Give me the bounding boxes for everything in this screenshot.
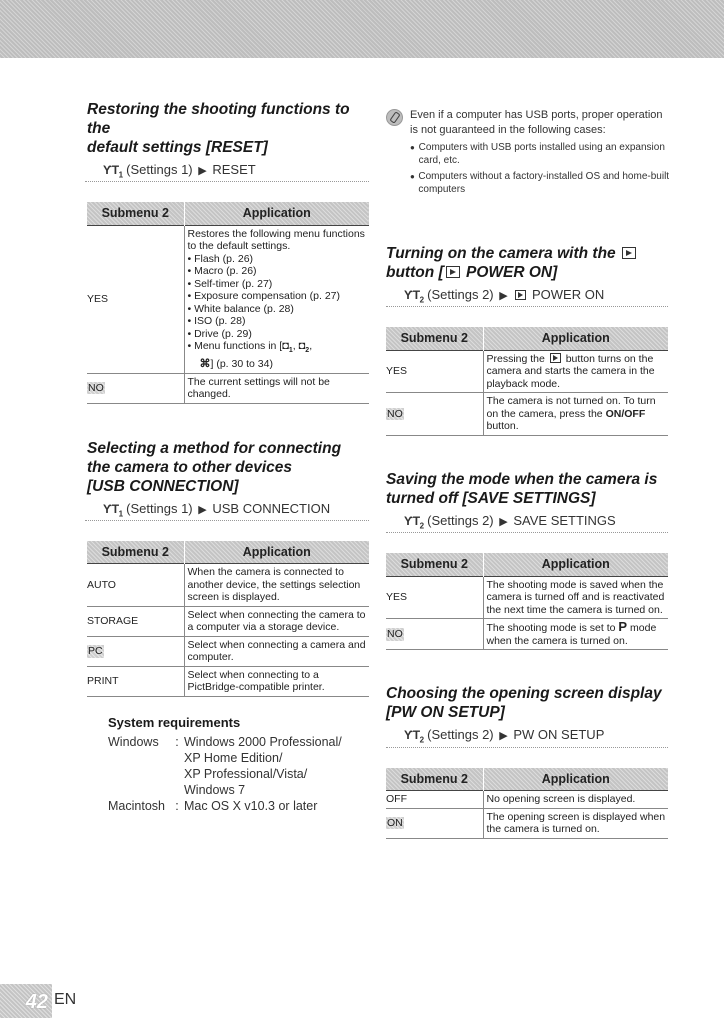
save-settings-table: [386, 553, 668, 650]
pw-on-setup-title: Choosing the opening screen display [PW ON SETUP]: [386, 685, 662, 722]
windows-row: Windows : Windows 2000 Professional/ XP Home Edition/ XP Professional/Vista/ Windows 7: [108, 735, 342, 797]
table-row: [87, 636, 369, 666]
option-description: The camera is not turned on. To turn on the camera, press the ON/OFF button.: [483, 393, 668, 436]
option-yes: YES: [87, 225, 184, 373]
table-header-submenu: Submenu 2: [87, 202, 184, 225]
table-header-submenu: Submenu 2: [386, 327, 483, 350]
settings-icon: $ƳT_2$: [404, 728, 424, 745]
table-row: [87, 225, 369, 373]
option-no: NO: [87, 373, 184, 403]
table-header-submenu: Submenu 2: [386, 553, 483, 576]
pw-on-setup-table: [386, 768, 668, 839]
table-header-application: Application: [184, 541, 369, 564]
settings-icon: $ƳT_1$: [103, 163, 123, 180]
option-description: Restores the following menu functions to the default settings. • Flash (p. 26) • Macro (p. 26) • Self-timer (p. 27) • Exposure compensation (p. 27) • White balance (p. 28) • ISO (p. 28) • Drive (p. 29) • Menu functions in [$◘_1$, $◘_2$, ⌘] (p. 30 to 34): [184, 225, 369, 373]
playback-button-icon: [622, 247, 636, 259]
table-row: [386, 791, 668, 809]
system-requirements: [108, 715, 368, 814]
power-on-breadcrumb: $ƳT_2$ (Settings 2) ▶ POWER ON: [386, 287, 668, 307]
camera-menu-icon: $◘_1$: [282, 340, 293, 355]
settings-icon: $ƳT_2$: [404, 513, 424, 531]
option-description: The shooting mode is saved when the camera is turned off and is reactivated the next time the camera is turned on.: [483, 576, 668, 619]
option-off: OFF: [386, 791, 483, 809]
table-row: [386, 350, 668, 393]
option-description: The current settings will not be changed.: [184, 373, 369, 403]
save-settings-breadcrumb: $ƳT_2$ (Settings 2) ▶ SAVE SETTINGS: [386, 513, 668, 533]
usb-breadcrumb: $ƳT_1$ (Settings 1) ▶ USB CONNECTION: [85, 501, 369, 521]
arrow-right-icon: ▶: [499, 730, 508, 743]
note-pencil-icon: [386, 109, 403, 126]
table-header-submenu: Submenu 2: [87, 541, 184, 564]
table-row: [87, 666, 369, 696]
usb-title: Selecting a method for connecting the camera to other devices [USB CONNECTION]: [87, 439, 342, 495]
table-row: [87, 373, 369, 403]
table-header-submenu: Submenu 2: [386, 768, 483, 791]
option-description: Select when connecting to a PictBridge-compatible printer.: [184, 666, 369, 696]
list-item: ● Computers without a factory-installed OS and home-built computers: [410, 171, 670, 195]
option-description: The shooting mode is set to P mode when the camera is turned on.: [483, 619, 668, 650]
power-on-title: Turning on the camera with the button [ POWER ON]: [386, 244, 668, 282]
option-on: ON: [386, 808, 483, 838]
option-no: NO: [386, 393, 483, 436]
table-header-application: Application: [184, 202, 369, 225]
table-row: [87, 564, 369, 607]
arrow-right-icon: ▶: [499, 515, 508, 528]
list-item: ● Computers with USB ports installed using an expansion card, etc.: [410, 142, 665, 166]
camera-menu-icon: $◘_2$: [298, 340, 310, 355]
pw-on-setup-breadcrumb: $ƳT_2$ (Settings 2) ▶ PW ON SETUP: [386, 727, 668, 747]
arrow-right-icon: ▶: [499, 290, 508, 302]
save-settings-title: Saving the mode when the camera is turned off [SAVE SETTINGS]: [386, 470, 658, 507]
table-row: [386, 808, 668, 838]
reset-title: Restoring the shooting functions to the default settings [RESET]: [87, 101, 350, 156]
table-header-application: Application: [483, 327, 668, 350]
settings-icon: $ƳT_2$: [404, 288, 424, 305]
reset-breadcrumb: $ƳT_1$ (Settings 1) ▶ RESET: [85, 162, 369, 182]
left-column: [87, 100, 369, 697]
macintosh-row: Macintosh : Mac OS X v10.3 or later: [108, 799, 318, 813]
settings-icon: $ƳT_1$: [103, 501, 123, 518]
table-header-application: Application: [483, 553, 668, 576]
option-print: PRINT: [87, 666, 184, 696]
option-description: Select when connecting the camera to a computer via a storage device.: [184, 606, 369, 636]
option-description: The opening screen is displayed when the camera is turned on.: [483, 808, 668, 838]
usb-table: [87, 541, 369, 697]
top-header-band: [0, 0, 724, 58]
option-description: When the camera is connected to another device, the settings selection screen is displayed.: [184, 564, 369, 607]
option-description: No opening screen is displayed.: [483, 791, 668, 809]
movie-menu-icon: ⌘: [199, 358, 211, 371]
option-yes: YES: [386, 576, 483, 619]
playback-button-icon: [515, 290, 526, 300]
table-row: [386, 393, 668, 436]
language-label: EN: [54, 991, 77, 1008]
table-row: [386, 576, 668, 619]
table-row: [87, 606, 369, 636]
option-yes: YES: [386, 350, 483, 393]
table-row: [386, 619, 668, 650]
arrow-right-icon: ▶: [198, 503, 207, 516]
page-number-badge: 42: [0, 984, 52, 1018]
right-column: [386, 244, 668, 839]
usb-note: Even if a computer has USB ports, proper operation is not guaranteed in the following cases: ● Computers with USB ports installed using an expansion card, etc. ● Computers without a factory-installed OS and home-built computers: [410, 108, 670, 196]
option-no: NO: [386, 619, 483, 650]
playback-button-icon: [446, 266, 460, 278]
system-requirements-title: System requirements: [108, 715, 241, 730]
table-header-application: Application: [483, 768, 668, 791]
arrow-right-icon: ▶: [198, 165, 207, 177]
option-pc: PC: [87, 636, 184, 666]
option-description: Pressing the button turns on the camera and starts the camera in the playback mode.: [483, 350, 668, 393]
option-storage: STORAGE: [87, 606, 184, 636]
reset-table: [87, 202, 369, 403]
playback-button-icon: [550, 353, 561, 363]
power-on-table: [386, 327, 668, 436]
option-auto: AUTO: [87, 564, 184, 607]
option-description: Select when connecting a camera and computer.: [184, 636, 369, 666]
